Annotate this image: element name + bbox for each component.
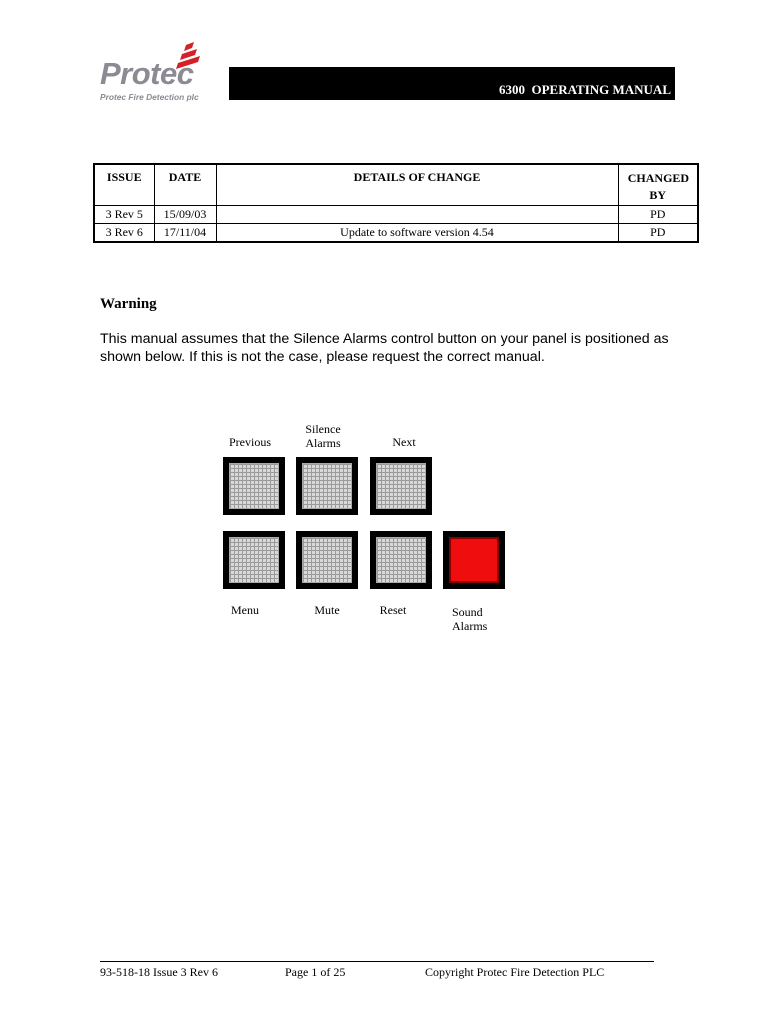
- logo-tagline: Protec Fire Detection plc: [100, 92, 199, 102]
- cell-date: 17/11/04: [154, 224, 216, 243]
- header-details: DETAILS OF CHANGE: [216, 164, 618, 206]
- warning-text: This manual assumes that the Silence Alarms control button on your panel is positioned as shown below. If this is not the case, please request the correct manual.: [100, 331, 669, 365]
- table-header-row: [94, 164, 698, 206]
- label-next: Next: [392, 435, 416, 449]
- logo-wordmark: Protec: [100, 56, 194, 91]
- cell-date: 15/09/03: [154, 206, 216, 224]
- label-reset: Reset: [379, 603, 407, 617]
- warning-heading: Warning: [100, 296, 157, 312]
- cell-details: [216, 206, 618, 224]
- label-silence-alarms: Silence Alarms: [305, 422, 341, 450]
- next-button[interactable]: [370, 457, 432, 515]
- label-mute: Mute: [314, 603, 340, 617]
- header-date: DATE: [154, 164, 216, 206]
- mute-button[interactable]: [296, 531, 358, 589]
- label-previous: Previous: [229, 435, 271, 449]
- previous-button[interactable]: [223, 457, 285, 515]
- manual-title: 6300 OPERATING MANUAL: [498, 82, 671, 97]
- table-row: [94, 206, 698, 224]
- cell-changed-by: PD: [618, 224, 698, 243]
- sound-alarms-button[interactable]: [443, 531, 505, 589]
- footer-rule: [100, 961, 654, 962]
- footer-copyright: Copyright Protec Fire Detection PLC: [425, 965, 605, 979]
- revision-table: [93, 163, 699, 243]
- cell-details: Update to software version 4.54: [216, 224, 618, 243]
- menu-button[interactable]: [223, 531, 285, 589]
- header-issue: ISSUE: [94, 164, 154, 206]
- table-row: [94, 224, 698, 243]
- silence-alarms-button[interactable]: [296, 457, 358, 515]
- label-menu: Menu: [231, 603, 259, 617]
- changed-by-label: CHANGED BY: [627, 171, 690, 202]
- footer-page-number: Page 1 of 25: [285, 965, 346, 979]
- cell-changed-by: PD: [618, 206, 698, 224]
- footer-doc-ref: 93-518-18 Issue 3 Rev 6: [100, 965, 218, 979]
- header-bar: [229, 67, 675, 100]
- protec-logo: [98, 42, 213, 104]
- reset-button[interactable]: [370, 531, 432, 589]
- cell-issue: 3 Rev 6: [94, 224, 154, 243]
- cell-issue: 3 Rev 5: [94, 206, 154, 224]
- header-changed-by: [618, 164, 698, 206]
- label-sound-alarms: Sound Alarms: [452, 605, 488, 633]
